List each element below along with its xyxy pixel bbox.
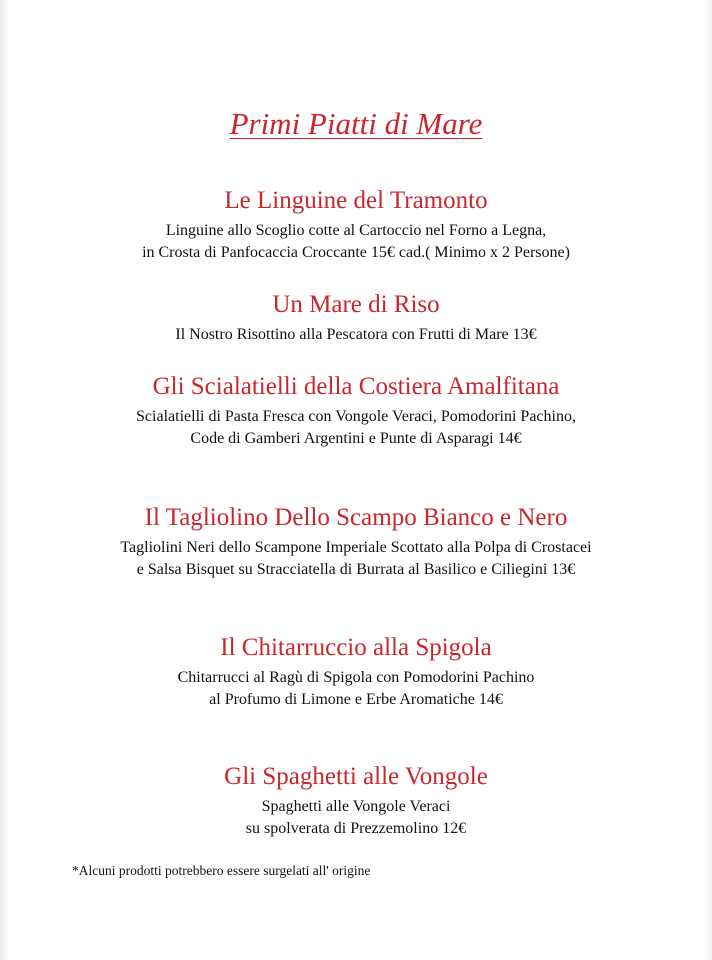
dish-description <box>0 667 712 711</box>
dish-chitarruccio-spigola <box>0 632 712 711</box>
dish-description-line: Linguine allo Scoglio cotte al Cartoccio nel Forno a Legna, <box>165 222 547 239</box>
dish-name: Un Mare di Riso <box>272 291 440 318</box>
dish-description-line: e Salsa Bisquet su Stracciatella di Burrata al Basilico e Ciliegini 13€ <box>136 561 576 578</box>
dish-description <box>0 406 712 450</box>
dish-description-line: su spolverata di Prezzemolino 12€ <box>245 820 467 837</box>
menu-title: Primi Piatti di Mare <box>229 106 483 141</box>
dish-description-line: in Crosta di Panfocaccia Croccante 15€ cad.( Minimo x 2 Persone) <box>142 244 570 261</box>
dish-description-line: Tagliolini Neri dello Scampone Imperiale Scottato alla Polpa di Crostacei <box>120 539 592 556</box>
dish-description <box>0 537 712 581</box>
dish-name: Il Tagliolino Dello Scampo Bianco e Nero <box>144 504 568 531</box>
dish-linguine-del-tramonto <box>0 185 712 264</box>
dish-description <box>0 220 712 264</box>
dish-description-line: Code di Gamberi Argentini e Punte di Asparagi 14€ <box>190 430 522 447</box>
dish-name: Gli Scialatielli della Costiera Amalfitana <box>152 373 560 400</box>
dish-name: Gli Spaghetti alle Vongole <box>224 763 488 790</box>
dish-name: Le Linguine del Tramonto <box>224 187 488 214</box>
footnote: *Alcuni prodotti potrebbero essere surgelati all' origine <box>72 863 371 878</box>
dish-description <box>0 324 712 346</box>
dish-name: Il Chitarruccio alla Spigola <box>220 634 492 661</box>
dish-tagliolino-scampo <box>0 502 712 581</box>
dish-description-line: Il Nostro Risottino alla Pescatora con Frutti di Mare 13€ <box>175 326 537 343</box>
dish-description-line: Scialatielli di Pasta Fresca con Vongole Veraci, Pomodorini Pachino, <box>136 408 576 425</box>
dish-description-line: Spaghetti alle Vongole Veraci <box>261 798 451 815</box>
dish-description-line: Chitarrucci al Ragù di Spigola con Pomodorini Pachino <box>177 669 535 686</box>
dish-description <box>0 796 712 840</box>
dish-mare-di-riso <box>0 289 712 346</box>
dish-spaghetti-vongole <box>0 761 712 840</box>
dish-description-line: al Profumo di Limone e Erbe Aromatiche 14€ <box>209 691 503 708</box>
dish-scialatielli <box>0 371 712 450</box>
